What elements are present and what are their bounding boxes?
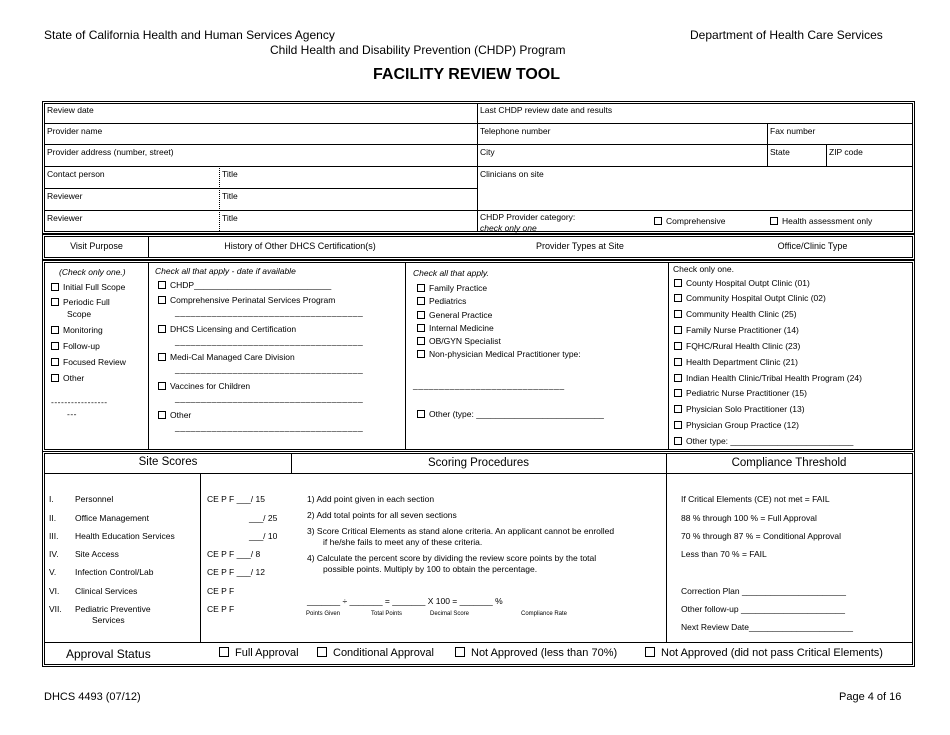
reviewer-title-field-1[interactable]: Title xyxy=(222,191,238,201)
visit-purpose-heading: Visit Purpose xyxy=(70,241,123,251)
visit-other[interactable]: Other xyxy=(51,373,84,383)
reviewer-title-field-2[interactable]: Title xyxy=(222,213,238,223)
history-cpsp[interactable]: Comprehensive Perinatal Services Program xyxy=(158,295,335,305)
program-name: Child Health and Disability Prevention (CHDP) Program xyxy=(270,43,566,57)
score-value[interactable]: CE P F xyxy=(207,586,235,596)
office-county-hospital[interactable]: County Hospital Outpt Clinic (01) xyxy=(674,278,810,288)
checkbox-icon[interactable] xyxy=(674,374,682,382)
provider-family-practice[interactable]: Family Practice xyxy=(417,283,487,293)
checkbox-icon[interactable] xyxy=(158,296,166,304)
history-managed-care[interactable]: Medi-Cal Managed Care Division xyxy=(158,352,295,362)
next-review-date-field[interactable]: Next Review Date______________________ xyxy=(681,622,854,632)
fax-field[interactable]: Fax number xyxy=(770,126,816,136)
history-heading: History of Other DHCS Certification(s) xyxy=(224,241,376,251)
checkbox-icon[interactable] xyxy=(51,358,59,366)
procedure-step-cont: if he/she fails to meet any of these criteria. xyxy=(323,537,483,547)
checkbox-icon[interactable] xyxy=(674,310,682,318)
office-physician-group[interactable]: Physician Group Practice (12) xyxy=(674,420,799,430)
provider-general-practice[interactable]: General Practice xyxy=(417,310,492,320)
clinicians-field[interactable]: Clinicians on site xyxy=(480,169,544,179)
total-points-label: Total Points xyxy=(371,611,403,617)
history-chdp[interactable]: CHDP_____________________________ xyxy=(158,280,331,290)
score-value[interactable]: CE P F xyxy=(207,604,235,614)
score-name: Office Management xyxy=(75,513,150,523)
office-community-hospital[interactable]: Community Hospital Outpt Clinic (02) xyxy=(674,293,826,303)
approval-full[interactable]: Full Approval xyxy=(219,647,299,659)
checkbox-icon[interactable] xyxy=(417,311,425,319)
comprehensive-option[interactable]: Comprehensive xyxy=(654,216,726,226)
score-num: VI. xyxy=(49,586,60,596)
site-scores-heading: Site Scores xyxy=(138,456,198,468)
score-formula[interactable]: _______ ÷ _______ = _______ X 100 = _______ % xyxy=(307,596,503,606)
provider-name-field[interactable]: Provider name xyxy=(47,126,103,136)
form-title: FACILITY REVIEW TOOL xyxy=(373,66,560,83)
visit-periodic-scope-line: Scope xyxy=(67,309,92,319)
checkbox-icon[interactable] xyxy=(51,298,59,306)
visit-other-blank-2[interactable]: --- xyxy=(67,409,77,419)
checkbox-icon[interactable] xyxy=(674,389,682,397)
checkbox-icon[interactable] xyxy=(417,284,425,292)
office-note: Check only one. xyxy=(673,264,734,274)
score-name: Infection Control/Lab xyxy=(75,567,154,577)
checkbox-icon[interactable] xyxy=(674,437,682,445)
history-vfc-line[interactable]: ____________________________________ xyxy=(175,393,364,403)
score-value[interactable]: CE P F ___/ 15 xyxy=(207,494,265,504)
checkbox-icon[interactable] xyxy=(158,353,166,361)
page-number: Page 4 of 16 xyxy=(839,691,902,703)
city-field[interactable]: City xyxy=(480,147,495,157)
office-family-nurse[interactable]: Family Nurse Practitioner (14) xyxy=(674,325,799,335)
reviewer-field-2[interactable]: Reviewer xyxy=(47,213,83,223)
checkbox-icon[interactable] xyxy=(674,326,682,334)
office-other[interactable]: Other type: __________________________ xyxy=(674,436,853,446)
checkbox-icon[interactable] xyxy=(645,647,655,657)
procedure-step-cont: possible points. Multiply by 100 to obtain the percentage. xyxy=(323,564,538,574)
provider-non-physician-line[interactable]: _____________________________ xyxy=(413,380,565,390)
provider-pediatrics[interactable]: Pediatrics xyxy=(417,296,466,306)
provider-internal-medicine[interactable]: Internal Medicine xyxy=(417,323,494,333)
visit-focused-review[interactable]: Focused Review xyxy=(51,357,126,367)
procedure-step: 2) Add total points for all seven sections xyxy=(307,510,457,520)
score-num: VII. xyxy=(49,604,62,614)
checkbox-icon[interactable] xyxy=(417,324,425,332)
checkbox-icon[interactable] xyxy=(417,410,425,418)
checkbox-icon[interactable] xyxy=(51,283,59,291)
provider-category-label: CHDP Provider category: xyxy=(480,212,576,222)
history-note: Check all that apply - date if available xyxy=(155,266,296,276)
checkbox-icon[interactable] xyxy=(417,350,425,358)
checkbox-icon[interactable] xyxy=(674,294,682,302)
score-num: I. xyxy=(49,494,54,504)
visit-follow-up[interactable]: Follow-up xyxy=(51,341,100,351)
threshold-line: If Critical Elements (CE) not met = FAIL xyxy=(681,494,830,504)
provider-types-heading: Provider Types at Site xyxy=(536,241,624,251)
history-managed-care-line[interactable]: ____________________________________ xyxy=(175,364,364,374)
office-community-health[interactable]: Community Health Clinic (25) xyxy=(674,309,797,319)
checkbox-icon[interactable] xyxy=(158,325,166,333)
score-value[interactable]: CE P F ___/ 12 xyxy=(207,567,265,577)
office-type-heading: Office/Clinic Type xyxy=(777,241,848,251)
procedure-step: 4) Calculate the percent score by dividing the review score points by the total xyxy=(307,553,597,563)
points-given-label: Points Given xyxy=(306,611,341,617)
approval-conditional[interactable]: Conditional Approval xyxy=(317,647,434,659)
checkbox-icon[interactable] xyxy=(51,342,59,350)
provider-address-field[interactable]: Provider address (number, street) xyxy=(47,147,174,157)
checkbox-icon[interactable] xyxy=(674,358,682,366)
score-name: Health Education Services xyxy=(75,531,175,541)
history-other-line[interactable]: ____________________________________ xyxy=(175,422,364,432)
contact-title-field[interactable]: Title xyxy=(222,169,238,179)
score-name: Pediatric Preventive xyxy=(75,604,151,614)
reviewer-field-1[interactable]: Reviewer xyxy=(47,191,83,201)
providers-note: Check all that apply. xyxy=(413,268,489,278)
threshold-line: 88 % through 100 % = Full Approval xyxy=(681,513,817,523)
checkbox-icon[interactable] xyxy=(158,382,166,390)
correction-plan-field[interactable]: Correction Plan ______________________ xyxy=(681,586,846,596)
history-vfc[interactable]: Vaccines for Children xyxy=(158,381,250,391)
last-review-field[interactable]: Last CHDP review date and results xyxy=(480,105,613,115)
office-physician-solo[interactable]: Physician Solo Practitioner (13) xyxy=(674,404,805,414)
approval-status-label: Approval Status xyxy=(66,647,151,661)
checkbox-icon[interactable] xyxy=(674,405,682,413)
provider-non-physician[interactable]: Non-physician Medical Practitioner type: xyxy=(417,349,581,359)
history-licensing[interactable]: DHCS Licensing and Certification xyxy=(158,324,296,334)
other-followup-field[interactable]: Other follow-up ______________________ xyxy=(681,604,845,614)
procedure-step: 3) Score Critical Elements as stand alone criteria. An applicant cannot be enrolled xyxy=(307,526,615,536)
telephone-field[interactable]: Telephone number xyxy=(480,126,551,136)
history-other[interactable]: Other xyxy=(158,410,191,420)
agency-name: State of California Health and Human Services Agency xyxy=(44,28,335,42)
checkbox-icon[interactable] xyxy=(219,647,229,657)
checkbox-icon[interactable] xyxy=(654,217,662,225)
checkbox-icon[interactable] xyxy=(51,374,59,382)
health-assessment-option[interactable]: Health assessment only xyxy=(770,216,872,226)
checkbox-icon[interactable] xyxy=(417,297,425,305)
checkbox-icon[interactable] xyxy=(158,281,166,289)
score-num: II. xyxy=(49,513,57,523)
checkbox-icon[interactable] xyxy=(455,647,465,657)
compliance-rate-label: Compliance Rate xyxy=(521,611,568,617)
score-value[interactable]: CE P F ___/ 8 xyxy=(207,549,261,559)
score-name-cont: Services xyxy=(92,615,125,625)
provider-info-table xyxy=(42,101,915,234)
scoring-procedures-heading: Scoring Procedures xyxy=(428,457,529,469)
history-licensing-line[interactable]: ____________________________________ xyxy=(175,336,364,346)
provider-other[interactable]: Other (type: ___________________________ xyxy=(417,409,604,419)
procedure-step: 1) Add point given in each section xyxy=(307,494,435,504)
approval-not-approved-score[interactable]: Not Approved (less than 70%) xyxy=(455,647,617,659)
office-health-department[interactable]: Health Department Clinic (21) xyxy=(674,357,798,367)
zip-field[interactable]: ZIP code xyxy=(829,147,863,157)
state-field[interactable]: State xyxy=(770,147,790,157)
office-fqhc[interactable]: FQHC/Rural Health Clinic (23) xyxy=(674,341,800,351)
approval-not-approved-ce[interactable]: Not Approved (did not pass Critical Elements) xyxy=(645,647,883,659)
visit-periodic-full-scope[interactable]: Periodic Full xyxy=(51,297,110,307)
checkbox-icon[interactable] xyxy=(417,337,425,345)
checkbox-icon[interactable] xyxy=(674,279,682,287)
history-cpsp-line[interactable]: ____________________________________ xyxy=(175,307,364,317)
check-only-one-note: check only one xyxy=(480,223,537,233)
provider-obgyn[interactable]: OB/GYN Specialist xyxy=(417,336,501,346)
checkbox-icon[interactable] xyxy=(770,217,778,225)
visit-initial-full-scope[interactable]: Initial Full Scope xyxy=(51,282,125,292)
compliance-threshold-heading: Compliance Threshold xyxy=(731,457,847,469)
office-pediatric-nurse[interactable]: Pediatric Nurse Practitioner (15) xyxy=(674,388,807,398)
score-num: V. xyxy=(49,567,57,577)
score-name: Site Access xyxy=(75,549,119,559)
checkbox-icon[interactable] xyxy=(317,647,327,657)
score-value[interactable]: ___/ 25 xyxy=(249,513,278,523)
threshold-line: 70 % through 87 % = Conditional Approval xyxy=(681,531,841,541)
visit-note: (Check only one.) xyxy=(59,267,126,277)
visit-monitoring[interactable]: Monitoring xyxy=(51,325,103,335)
score-num: IV. xyxy=(49,549,59,559)
checkbox-icon[interactable] xyxy=(674,342,682,350)
checkbox-icon[interactable] xyxy=(674,421,682,429)
checkbox-icon[interactable] xyxy=(158,411,166,419)
form-number: DHCS 4493 (07/12) xyxy=(44,691,141,703)
score-num: III. xyxy=(49,531,59,541)
department-name: Department of Health Care Services xyxy=(690,28,883,42)
score-name: Clinical Services xyxy=(75,586,138,596)
visit-other-blank[interactable]: ----------------- xyxy=(51,397,108,407)
review-date-field[interactable]: Review date xyxy=(47,105,94,115)
score-name: Personnel xyxy=(75,494,114,504)
decimal-score-label: Decimal Score xyxy=(430,611,470,617)
score-value[interactable]: ___/ 10 xyxy=(249,531,278,541)
contact-person-field[interactable]: Contact person xyxy=(47,169,105,179)
checkbox-icon[interactable] xyxy=(51,326,59,334)
office-indian-health[interactable]: Indian Health Clinic/Tribal Health Program (24) xyxy=(674,373,862,383)
threshold-line: Less than 70 % = FAIL xyxy=(681,549,767,559)
